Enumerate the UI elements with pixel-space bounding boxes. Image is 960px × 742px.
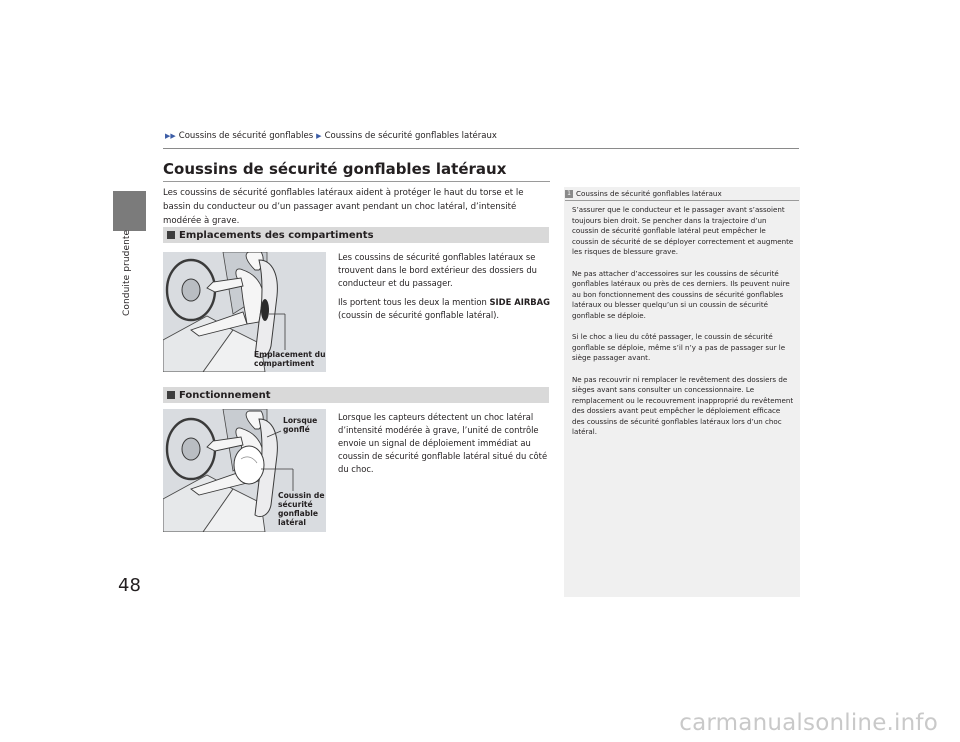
side-airbag-marking-paragraph xyxy=(338,296,550,322)
breadcrumb-item[interactable]: Coussins de sécurité gonflables xyxy=(178,131,314,141)
sidebar-body xyxy=(572,205,794,438)
sidebar-heading-text: Coussins de sécurité gonflables latéraux xyxy=(576,189,722,198)
marking-text-prefix: Ils portent tous les deux la mention xyxy=(338,297,490,307)
header-rule xyxy=(163,148,799,149)
title-rule xyxy=(163,181,550,182)
square-bullet-icon xyxy=(167,391,175,399)
sidebar-paragraph: Ne pas attacher d’accessoires sur les coussins de sécurité gonflables latéraux ou près de ces derniers. Ils peuvent nuire au bon fonctionnement des coussins de sécurité gonflables latéraux ou blesser quelqu’un si un coussin de sécurité gonflable se déploie. xyxy=(572,268,790,320)
intro-paragraph: Les coussins de sécurité gonflables latéraux aident à protéger le haut du torse et le bassin du conducteur ou d’un passager avant pendant un choc latéral, d’intensité modérée à grave. xyxy=(163,188,524,226)
breadcrumb-item[interactable]: Coussins de sécurité gonflables latéraux xyxy=(324,131,497,141)
sidebar-heading xyxy=(565,189,799,199)
sidebar-paragraph: Si le choc a lieu du côté passager, le coussin de sécurité gonflable se déploie, même s’il n’y a pas de passager sur le siège passager avant. xyxy=(572,332,786,363)
marking-text-suffix: (coussin de sécurité gonflable latéral). xyxy=(338,310,500,320)
note-number-icon: 1 xyxy=(565,190,573,198)
square-bullet-icon xyxy=(167,231,175,239)
section-heading-text: Fonctionnement xyxy=(179,389,271,401)
page-number: 48 xyxy=(118,575,141,596)
sidebar-paragraph: S’assurer que le conducteur et le passager avant s’assoient toujours bien droit. Se pencher dans la trajectoire d’un coussin de sécurité gonflable latéral peut empêcher le coussin de sécurité de se déployer correctement et augmente les risques de blessure grave. xyxy=(572,205,794,257)
breadcrumb-arrow-icon: ▶▶ xyxy=(165,132,176,140)
section-tab-label: Conduite prudente xyxy=(122,230,132,317)
page-title: Coussins de sécurité gonflables latéraux xyxy=(163,160,507,178)
section-heading-text: Emplacements des compartiments xyxy=(179,229,374,241)
callout-side-airbag: Coussin de sécurité gonflable latéral xyxy=(278,491,325,527)
callout-compartment-location: Emplacement du compartiment xyxy=(254,350,326,368)
callout-when-inflated: Lorsque gonflé xyxy=(283,416,318,434)
side-airbag-label: SIDE AIRBAG xyxy=(489,297,551,307)
sidebar-paragraph: Ne pas recouvrir ni remplacer le revêtement des dossiers de sièges avant sans consulter un concessionnaire. Le remplacement ou le recouvrement inapproprié du revêtement des dossiers avant peut empêcher le déploiement efficace des coussins de sécurité gonflables latéraux lors d’un choc latéral. xyxy=(572,374,794,437)
watermark: carmanualsonline.info xyxy=(679,710,938,736)
breadcrumb-arrow-icon: ▶ xyxy=(316,132,322,140)
breadcrumb xyxy=(165,131,497,141)
operation-paragraph: Lorsque les capteurs détectent un choc latéral d’intensité modérée à grave, l’unité de contrôle envoie un signal de déploiement immédiat au coussin de sécurité gonflable latéral situé du côté du choc. xyxy=(338,412,548,474)
sidebar-heading-rule xyxy=(565,200,799,201)
section-heading-operation xyxy=(163,387,549,403)
section-tab-marker xyxy=(113,191,146,231)
section-heading-locations xyxy=(163,227,549,243)
locations-paragraph: Les coussins de sécurité gonflables latéraux se trouvent dans le bord extérieur des dossiers du conducteur et du passager. xyxy=(338,252,537,288)
